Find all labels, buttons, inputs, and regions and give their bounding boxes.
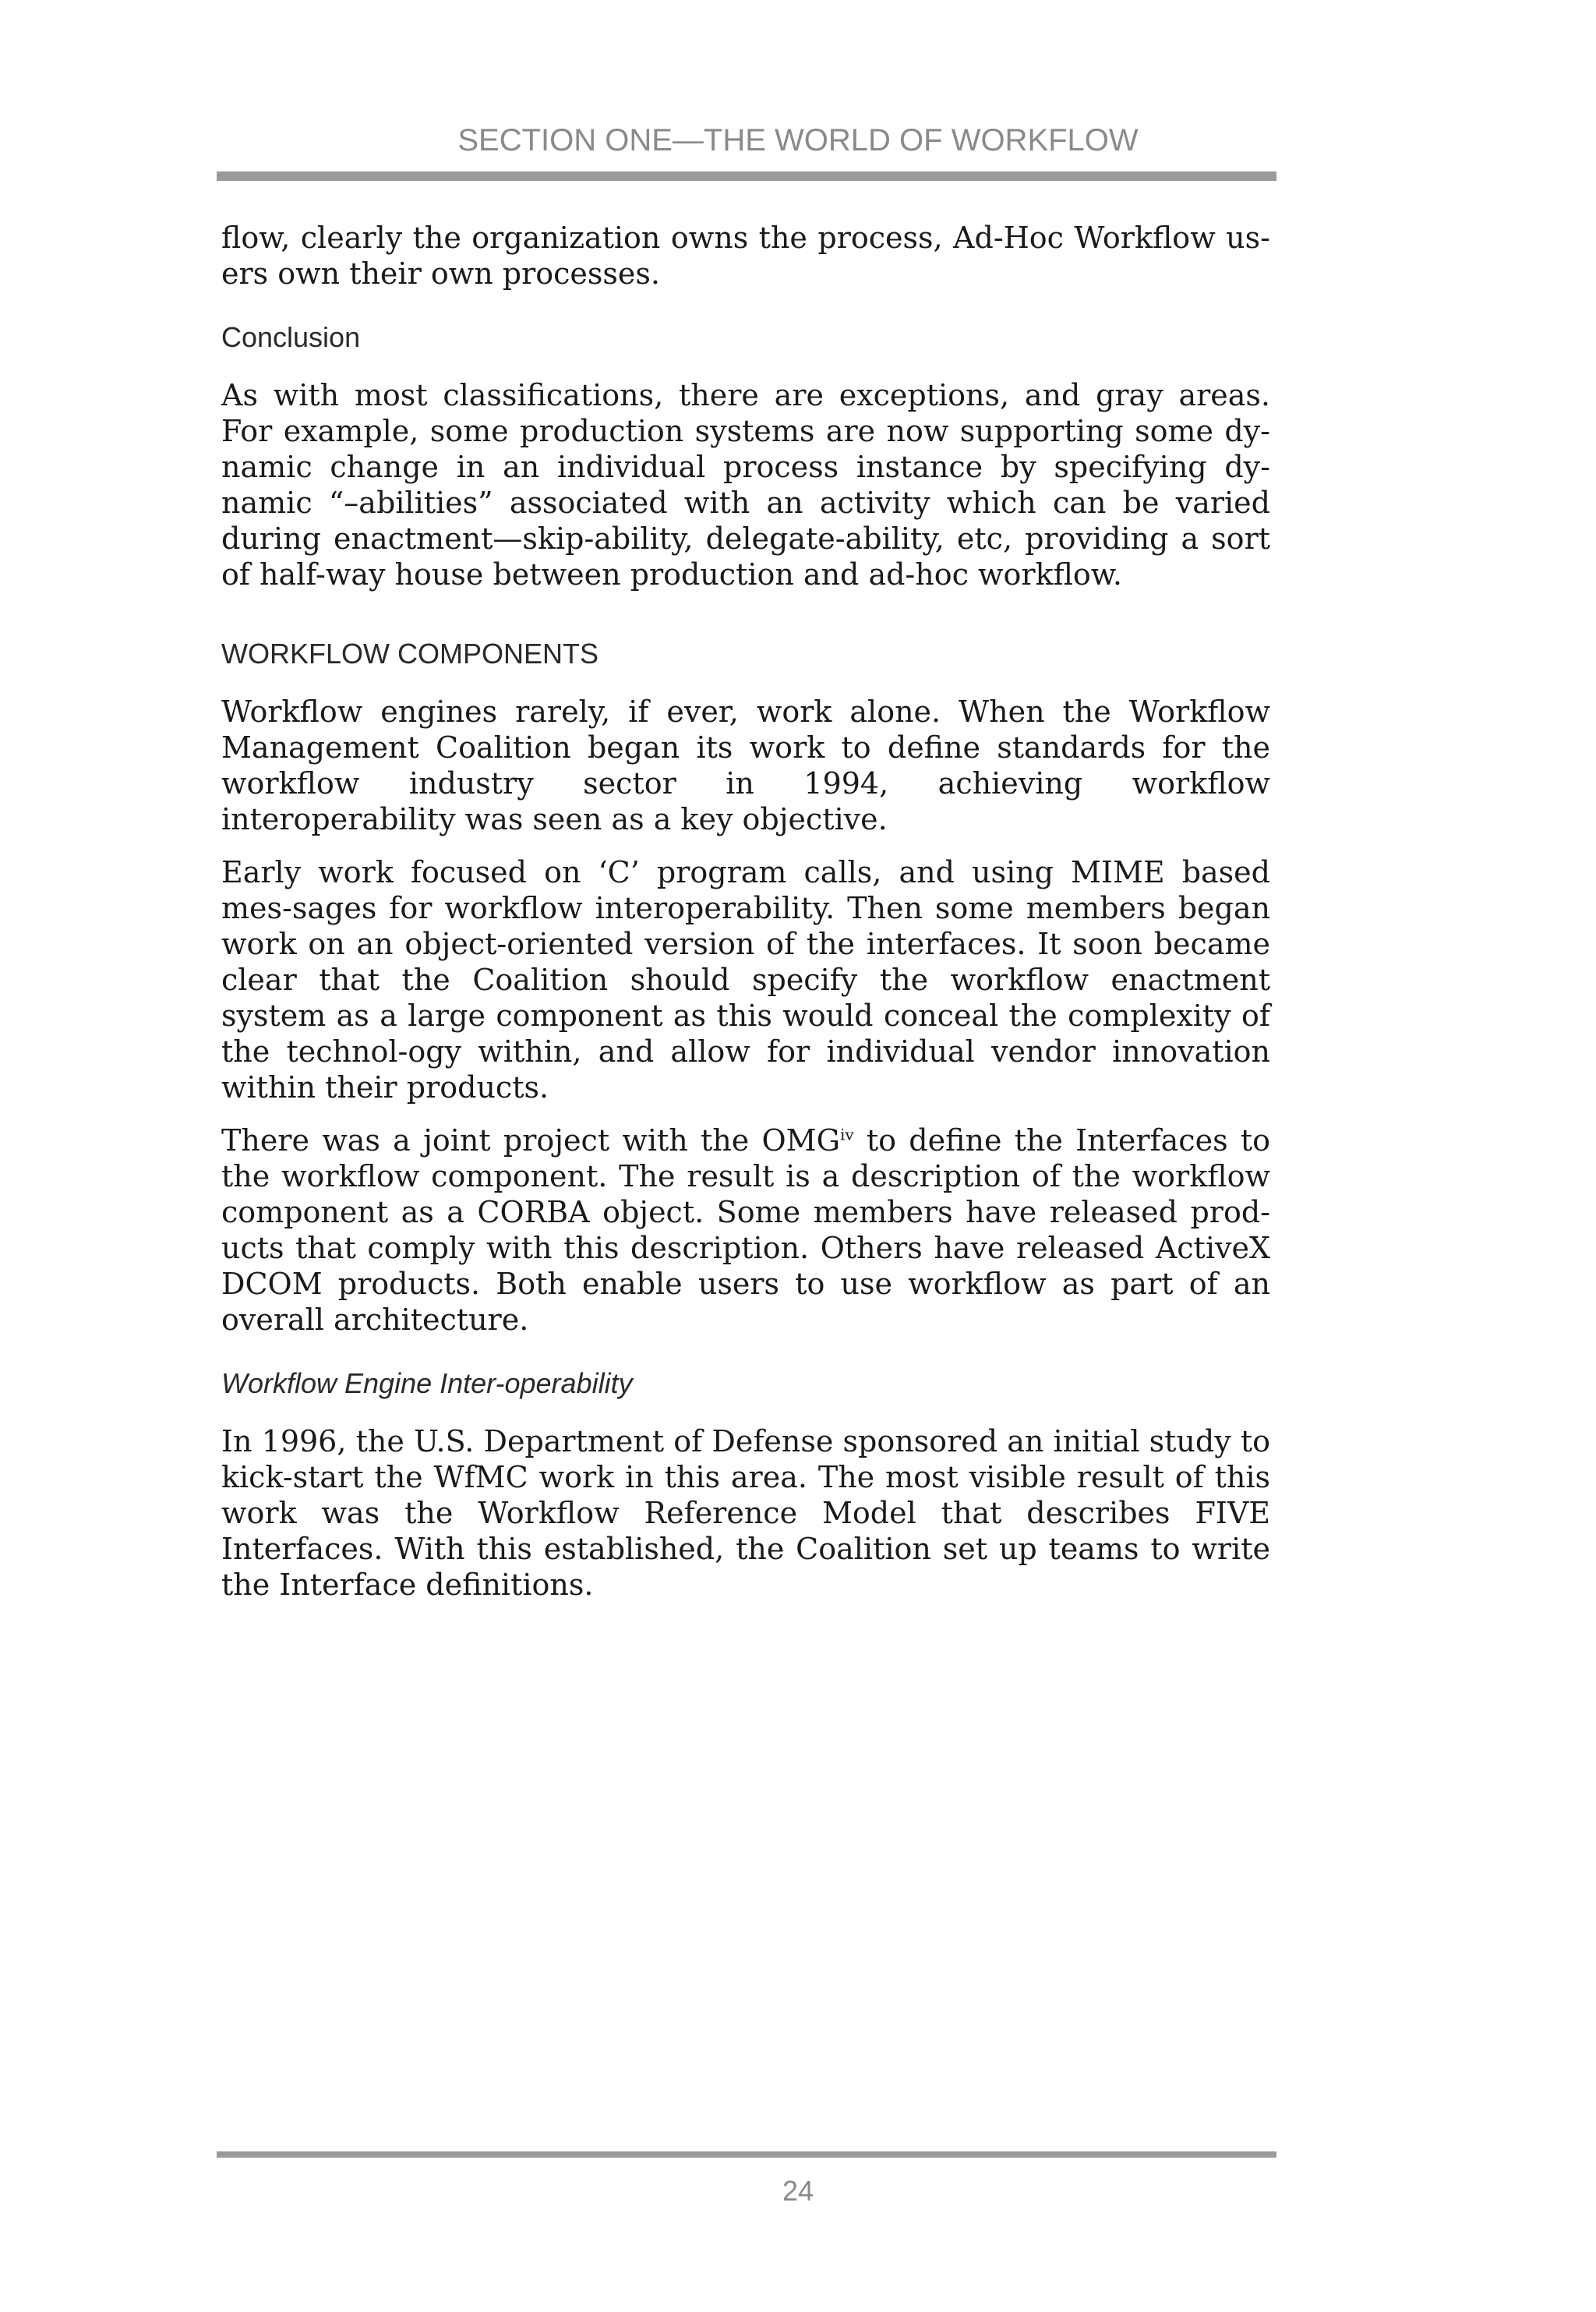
- paragraph-components-2: Early work focused on ‘C’ program calls, and using MIME based mes-sages for workflow interoperability. Then some members began work on an object-oriented version of the interfaces. It soon became clear that the Coalition should specify the workflow enactment system as a large component as this would conceal the complexity of the technol-ogy within, and allow for individual vendor innovation within their products.: [221, 855, 1270, 1105]
- paragraph-components-3-end: to define the Interfaces to the workflow component. The result is a description of the workflow component as a CORBA object. Some members have released prod-ucts that comply with this description. Others have released ActiveX DCOM products. Both enable users to use workflow as part of an overall architecture.: [221, 1123, 1270, 1337]
- page-number: 24: [782, 2175, 814, 2207]
- heading-workflow-components: WORKFLOW COMPONENTS: [221, 638, 598, 670]
- page-body: [221, 220, 1270, 1620]
- header-rule: [217, 171, 1276, 181]
- footnote-marker: iv: [839, 1125, 854, 1144]
- heading-engine-interoperability: Workflow Engine Inter-operability: [221, 1367, 633, 1399]
- paragraph-interoperability: In 1996, the U.S. Department of Defense sponsored an initial study to kick-start the WfMC work in this area. The most visible result of this work was the Workflow Reference Model that describes FIVE Interfaces. With this established, the Coalition set up teams to write the Interface definitions.: [221, 1424, 1270, 1602]
- paragraph-components-1: Workflow engines rarely, if ever, work alone. When the Workflow Management Coalition began its work to define standards for the workflow industry sector in 1994, achieving workflow interoperability was seen as a key objective.: [221, 695, 1270, 836]
- footer-rule: [217, 2151, 1276, 2158]
- paragraph-conclusion: As with most classifications, there are exceptions, and gray areas. For example, some production systems are now supporting some dy-namic change in an individual process instance by specifying dy-namic “–abilities” associated with an activity which can be varied during enactment—skip-ability, delegate-ability, etc, providing a sort of half-way house between production and ad-hoc workflow.: [221, 378, 1270, 592]
- paragraph-components-3-start: There was a joint project with the OMG: [221, 1123, 840, 1158]
- running-header: SECTION ONE—THE WORLD OF WORKFLOW: [457, 123, 1139, 157]
- heading-conclusion: Conclusion: [221, 321, 361, 353]
- paragraph-components-3: [221, 1122, 1270, 1338]
- paragraph-continued: flow, clearly the organization owns the process, Ad-Hoc Workflow us-ers own their own processes.: [221, 221, 1270, 291]
